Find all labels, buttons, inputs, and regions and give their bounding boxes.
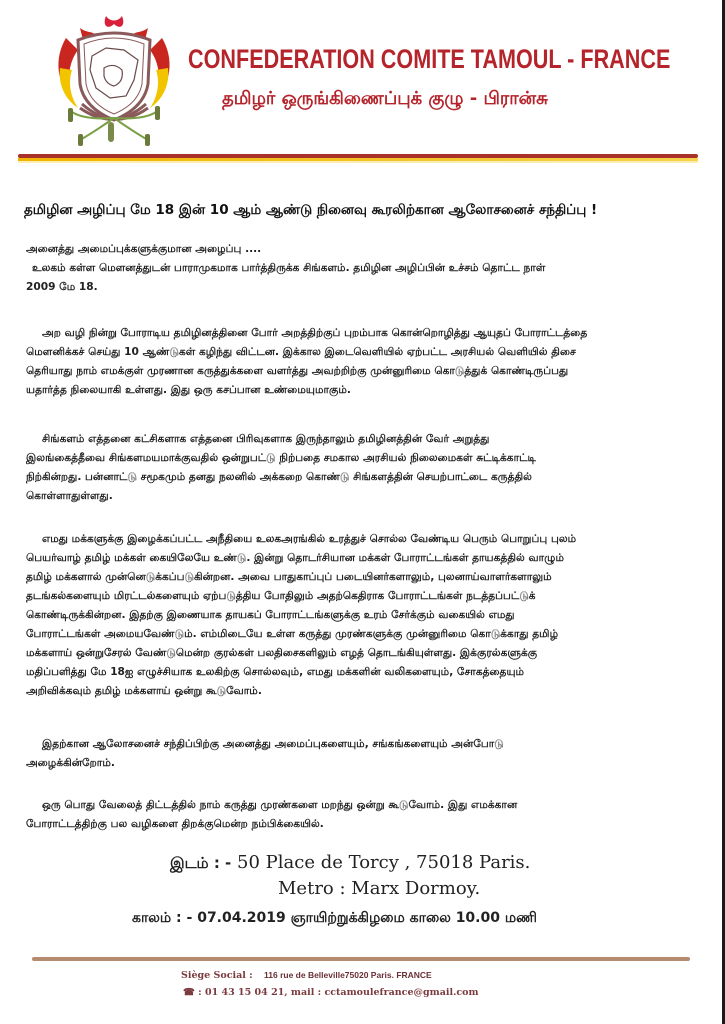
paragraph-line: போராட்டத்திற்கு பல வழிகளை திறக்குமென்ற நம்பிக்கையில். xyxy=(26,818,324,830)
paragraph-line: கொள்ளாதுள்ளது. xyxy=(26,490,113,502)
org-name-french: CONFEDERATION COMITE TAMOUL - FRANCE xyxy=(188,44,671,74)
paragraph-line: நிற்கின்றது. பன்னாட்டு சமூகமும் தனது நலனில் அக்கறை கொண்டு சிங்களத்தின் செயற்பாட்டை கருத்தில் xyxy=(26,471,532,483)
header-divider xyxy=(18,154,698,163)
contact-details: : 01 43 15 04 21, mail : cctamoulefrance@gmail.com xyxy=(198,987,479,998)
venue-label: இடம் : - xyxy=(170,854,232,872)
phone-icon: ☎ xyxy=(183,987,195,998)
emblem-logo xyxy=(44,8,184,150)
event-venue xyxy=(170,852,530,874)
intro-paragraph xyxy=(26,240,686,297)
siege-label: Siège Social : xyxy=(181,970,253,981)
paragraph-line: ஒரு பொது வேலைத் திட்டத்தில் நாம் கருத்து முரண்களை மறந்து ஒன்று கூடுவோம். இது எமக்கான xyxy=(42,799,518,811)
org-name-tamil: தமிழர் ஒருங்கிணைப்புக் குழு - பிரான்சு xyxy=(222,88,548,109)
paragraph-line: அழைக்கின்றோம். xyxy=(26,757,115,769)
paragraph-line: சிங்களம் எத்தனை கட்சிகளாக எத்தனை பிரிவுகளாக இருந்தாலும் தமிழினத்தின் வேர் அறுத்து xyxy=(42,433,490,445)
paragraph-line: மதிப்பளித்து மே 18ஐ எழுச்சியாக உலகிற்கு சொல்லவும், எமது மக்களின் வலிகளையும், சோகத்தையும் xyxy=(26,666,525,678)
time-value: 07.04.2019 ஞாயிற்றுக்கிழமை காலை 10.00 மணி xyxy=(197,910,537,926)
body-paragraph-1 xyxy=(26,324,686,400)
paragraph-line: இலங்கைத்தீவை சிங்களமயமாக்குவதில் ஒன்றுபட்டு நிற்பதை சமகால அரசியல் நிலைமைகள் சுட்டிக்காட்டி xyxy=(26,452,536,464)
siege-address: 116 rue de Belleville75020 Paris. FRANCE xyxy=(264,970,432,980)
footer-contact xyxy=(183,987,479,998)
body-paragraph-2 xyxy=(26,430,686,506)
paragraph-line: கொண்டிருக்கின்றன. இதற்கு இணையாக தாயகப் போராட்டங்களுக்கு உரம் சேர்க்கும் வகையில் எமது xyxy=(26,609,515,621)
paragraph-line: தெரியாது நாம் எமக்குள் முரணான கருத்துக்களை வளர்த்து அவற்றிற்கு முன்னுரிமை கொடுத்துக் கொண்டிருப்பது xyxy=(26,365,569,377)
intro-line: உலகம் கள்ள மௌனத்துடன் பாராமுகமாக பார்த்திருக்க சிங்களம். தமிழின அழிப்பின் உச்சம் தொட்ட நாள் xyxy=(32,262,546,274)
footer-address xyxy=(181,970,432,981)
paragraph-line: அறிவிக்கவும் தமிழ் மக்களாய் ஒன்று கூடுவோம். xyxy=(26,685,262,697)
paragraph-line: தமிழ் மக்களால் முன்னெடுக்கப்படுகின்றன. அவை பாதுகாப்புப் படையினர்களாலும், புலனாய்வாளர்களாலும் xyxy=(26,571,552,583)
paragraph-line: பெயர்வாழ் தமிழ் மக்கள் கையிலேயே உண்டு. இன்று தொடர்சியான மக்கள் போராட்டங்கள் தாயகத்தில் வாழும் xyxy=(26,552,564,564)
paragraph-line: அற வழி நின்று போராடிய தமிழினத்தினை போர் அறத்திற்குப் புறம்பாக கொன்றொழித்து ஆயுதப் போராட்டத்தை xyxy=(42,327,588,339)
intro-line: அனைத்து அமைப்புக்களுக்குமான அழைப்பு .... xyxy=(26,243,262,255)
venue-address: 50 Place de Torcy , 75018 Paris. xyxy=(237,852,531,873)
paragraph-line: தடங்கல்களையும் மிரட்டல்களையும் ஏற்படுத்திய போதிலும் அதற்கெதிராக போராட்டங்கள் நடத்தப்பட்டுக் xyxy=(26,590,536,602)
document-heading: தமிழின அழிப்பு மே 18 இன் 10 ஆம் ஆண்டு நினைவு கூரலிற்கான ஆலோசனைச் சந்திப்பு ! xyxy=(24,202,598,218)
event-metro: Metro : Marx Dormoy. xyxy=(278,878,481,899)
footer-divider xyxy=(32,957,690,961)
time-label: காலம் : - xyxy=(132,910,193,926)
body-paragraph-3 xyxy=(26,530,686,701)
emblem-logo-icon xyxy=(44,8,184,150)
paragraph-line: போராட்டங்கள் அமையவேண்டும். எம்மிடையே உள்ள கருத்து முரண்களுக்கு முன்னுரிமை கொடுக்காது தமிழ் xyxy=(26,628,559,640)
event-time xyxy=(132,910,537,928)
paragraph-line: இதற்கான ஆலோசனைச் சந்திப்பிற்கு அனைத்து அமைப்புகளையும், சங்கங்களையும் அன்போடு xyxy=(42,738,504,750)
paragraph-line: யதார்த்த நிலையாகி உள்ளது. இது ஒரு கசப்பான உண்மையுமாகும். xyxy=(26,384,351,396)
body-paragraph-5 xyxy=(26,796,686,834)
paragraph-line: எமது மக்களுக்கு இழைக்கப்பட்ட அநீதியை உலகஅரங்கில் உரத்துச் சொல்ல வேண்டிய பெரும் பொறுப்பு புலம் xyxy=(42,533,577,545)
intro-line: 2009 மே 18. xyxy=(26,281,98,293)
body-paragraph-4 xyxy=(26,735,686,773)
paragraph-line: மக்களாய் ஒன்றுசேரல் வேண்டுமென்ற குரல்கள் பலதிசைகளிலும் எழத் தொடங்கியுள்ளது. இக்குரல்களுக்கு xyxy=(26,647,538,659)
paragraph-line: மௌனிக்கச் செய்து 10 ஆண்டுகள் கழிந்து விட்டன. இக்கால இடைவெளியில் ஏற்பட்ட அரசியல் வெளியில் திசை xyxy=(26,346,576,358)
